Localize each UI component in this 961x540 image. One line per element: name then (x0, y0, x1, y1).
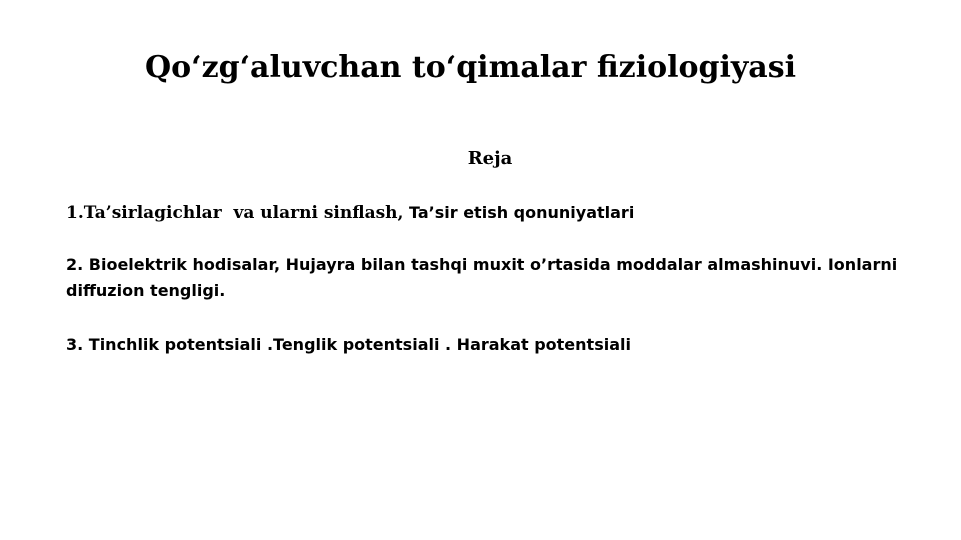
slide-title: Qo‘zg‘aluvchan to‘qimalar fiziologiyasi (145, 50, 797, 85)
plan-heading: Reja (467, 148, 513, 169)
plan-item-1 (66, 200, 916, 226)
plan-item-2: 2. Bioelektrik hodisalar, Hujayra bilan tashqi muxit o’rtasida moddalar almashinuvi. Ionlarni diffuzion tengligi. (66, 255, 898, 300)
plan-item-1-sans-text: Ta’sir etish qonuniyatlari (403, 203, 635, 222)
plan-item-3: 3. Tinchlik potentsiali .Tenglik potentsiali . Harakat potentsiali (66, 335, 631, 354)
plan-item-1-serif-text: 1.Ta’sirlagichlar va ularni sinflash, (66, 203, 404, 223)
